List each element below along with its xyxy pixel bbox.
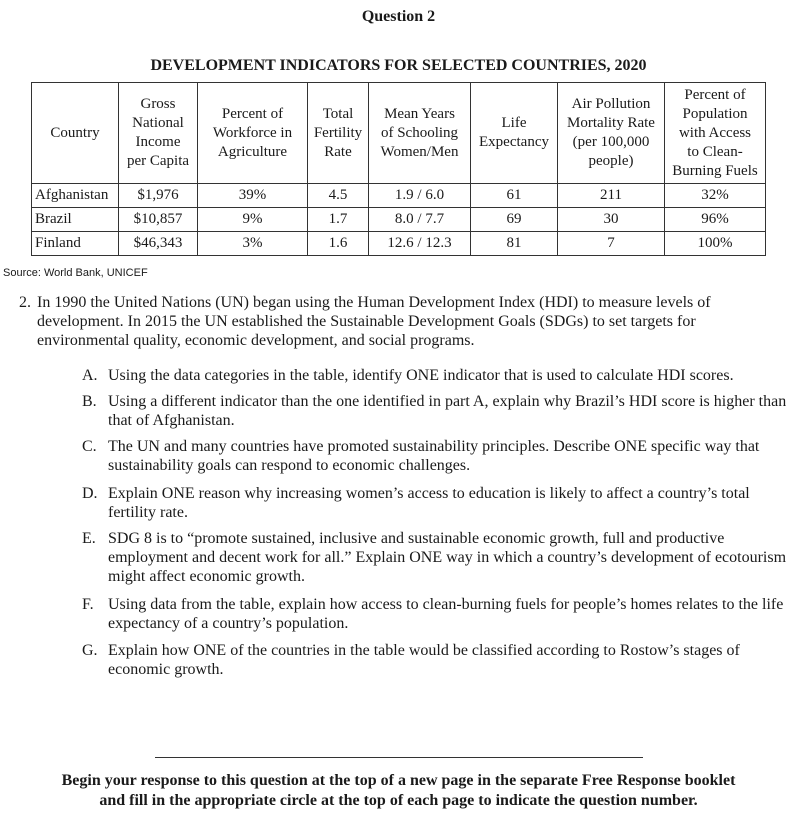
header-gross-national-income — [119, 83, 198, 184]
cell-life-expectancy: 61 — [471, 184, 558, 208]
divider — [155, 757, 643, 758]
header-line: Income — [135, 134, 181, 150]
part-letter: A. — [82, 367, 98, 384]
cell-fertility: 4.5 — [308, 184, 369, 208]
header-country — [32, 83, 119, 184]
cell-gni: $46,343 — [119, 232, 198, 256]
header-mean-years-schooling — [369, 83, 471, 184]
cell-air-pollution: 7 — [558, 232, 665, 256]
cell-country: Afghanistan — [32, 184, 119, 208]
cell-air-pollution: 30 — [558, 208, 665, 232]
instructions-line: Begin your response to this question at the top of a new page in the separate Free Response booklet — [61, 772, 736, 789]
table-header-row — [32, 83, 766, 184]
cell-fertility: 1.7 — [308, 208, 369, 232]
part-g — [82, 641, 791, 679]
part-text: Explain how ONE of the countries in the table would be classified according to Rostow’s stages of economic growth. — [108, 642, 740, 678]
source-note: Source: World Bank, UNICEF — [3, 267, 148, 279]
table-row — [32, 184, 766, 208]
cell-country: Brazil — [32, 208, 119, 232]
header-line: (per 100,000 — [572, 134, 650, 150]
header-line: Gross — [140, 96, 176, 112]
table-title: DEVELOPMENT INDICATORS FOR SELECTED COUNTRIES, 2020 — [150, 57, 647, 74]
part-letter: G. — [82, 642, 98, 659]
header-line: of Schooling — [380, 124, 459, 141]
part-letter: C. — [82, 438, 97, 455]
part-letter: E. — [82, 530, 96, 547]
header-line: Total — [322, 105, 354, 122]
cell-schooling: 12.6 / 12.3 — [369, 232, 471, 256]
header-line: Percent of — [221, 105, 284, 122]
part-text: SDG 8 is to “promote sustained, inclusive and sustainable economic growth, full and productive employment and decent work for all.” Explain ONE way in which a country’s development of ecotourism might affect economic growth. — [108, 530, 787, 585]
part-a — [82, 366, 791, 385]
header-line: Burning Fuels — [672, 162, 758, 179]
header-workforce-agriculture — [198, 83, 308, 184]
cell-gni: $10,857 — [119, 208, 198, 232]
table-row — [32, 232, 766, 256]
cell-schooling: 8.0 / 7.7 — [369, 208, 471, 232]
header-line: Percent of — [684, 86, 746, 103]
header-line: per Capita — [126, 153, 190, 169]
question-intro — [19, 293, 777, 350]
header-line: Mean Years — [384, 105, 455, 122]
part-c — [82, 437, 791, 475]
question-text: In 1990 the United Nations (UN) began using the Human Development Index (HDI) to measure levels of development. In 2015 the UN established the Sustainable Development Goals (SDGs) to set targets for environmental quality, economic development, and social programs. — [37, 294, 711, 349]
cell-air-pollution: 211 — [558, 184, 665, 208]
cell-agriculture: 3% — [198, 232, 308, 256]
part-text: Using the data categories in the table, identify ONE indicator that is used to calculate HDI scores. — [108, 367, 734, 384]
cell-country: Finland — [32, 232, 119, 256]
header-line: National — [132, 115, 184, 131]
instructions-line: and fill in the appropriate circle at the top of each page to indicate the question number. — [99, 792, 698, 809]
header-air-pollution-mortality — [558, 83, 665, 184]
header-line: Workforce in — [212, 124, 293, 141]
header-life-expectancy — [471, 83, 558, 184]
header-total-fertility-rate — [308, 83, 369, 184]
header-line: Country — [50, 124, 100, 141]
header-line: people) — [588, 153, 634, 169]
cell-life-expectancy: 81 — [471, 232, 558, 256]
part-text: Using data from the table, explain how access to clean-burning fuels for people’s homes relates to the life expectancy of a country’s population. — [108, 596, 784, 632]
cell-agriculture: 9% — [198, 208, 308, 232]
header-line: Mortality Rate — [567, 115, 655, 131]
header-line: Air Pollution — [571, 96, 651, 112]
header-line: Life — [501, 115, 527, 131]
part-b — [82, 392, 791, 430]
header-line: to Clean- — [687, 143, 743, 160]
header-line: Expectancy — [479, 134, 549, 150]
part-d — [82, 484, 791, 522]
part-letter: F. — [82, 596, 94, 613]
cell-agriculture: 39% — [198, 184, 308, 208]
question-heading: Question 2 — [361, 8, 436, 25]
header-line: Agriculture — [217, 143, 288, 160]
part-text: The UN and many countries have promoted sustainability principles. Describe ONE specific way that sustainability goals can respond to economic challenges. — [108, 438, 760, 474]
part-f — [82, 595, 791, 633]
cell-clean-fuels: 96% — [665, 208, 766, 232]
part-text: Using a different indicator than the one identified in part A, explain why Brazil’s HDI score is higher than that of Afghanistan. — [108, 393, 787, 429]
part-text: Explain ONE reason why increasing women’s access to education is likely to affect a country’s total fertility rate. — [108, 485, 750, 521]
development-indicators-table — [31, 82, 766, 256]
header-line: Population — [682, 105, 748, 122]
header-clean-fuels-access — [665, 83, 766, 184]
cell-clean-fuels: 32% — [665, 184, 766, 208]
cell-life-expectancy: 69 — [471, 208, 558, 232]
response-instructions — [0, 771, 797, 811]
cell-clean-fuels: 100% — [665, 232, 766, 256]
part-letter: B. — [82, 393, 97, 410]
table-row — [32, 208, 766, 232]
part-letter: D. — [82, 485, 98, 502]
cell-schooling: 1.9 / 6.0 — [369, 184, 471, 208]
header-line: with Access — [678, 124, 752, 141]
header-line: Women/Men — [380, 143, 459, 160]
header-line: Fertility — [313, 124, 363, 141]
question-number: 2. — [19, 294, 31, 311]
header-line: Rate — [324, 143, 352, 160]
cell-fertility: 1.6 — [308, 232, 369, 256]
cell-gni: $1,976 — [119, 184, 198, 208]
part-e — [82, 529, 791, 586]
